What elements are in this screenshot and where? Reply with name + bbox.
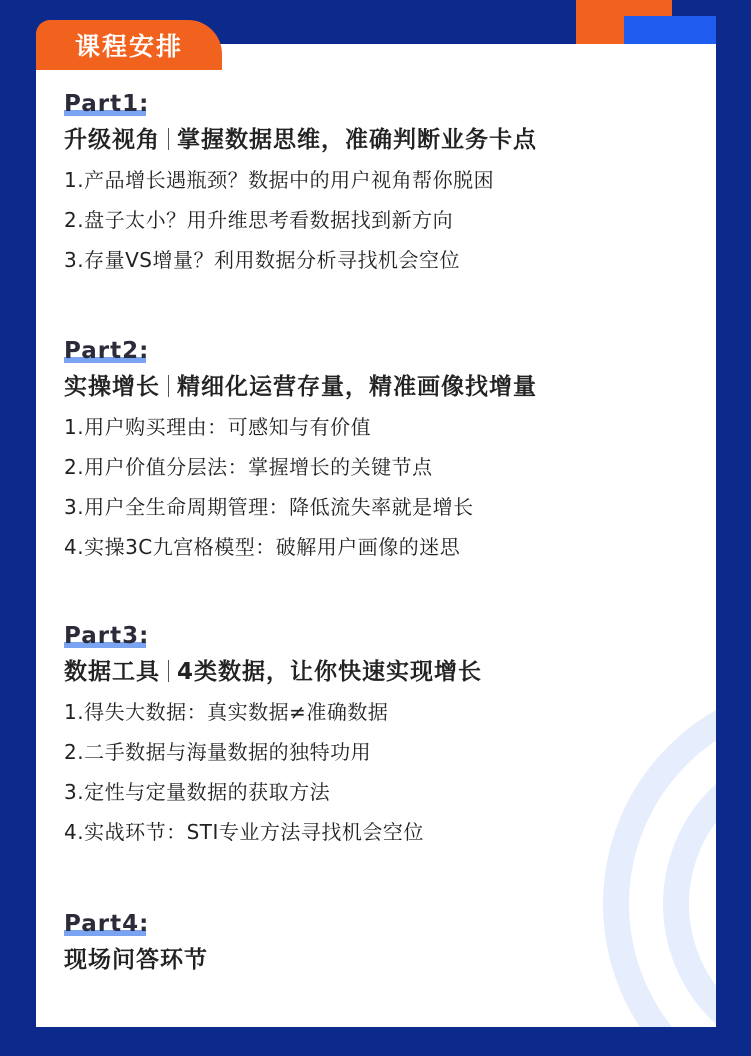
list-item: 2.盘子太小？用升维思考看数据找到新方向 [64, 208, 454, 232]
section-tab-schedule: 课程安排 [36, 20, 222, 70]
part4-section [64, 910, 208, 976]
part2-title [64, 371, 537, 403]
list-item: 4.实操3C九宫格模型：破解用户画像的迷思 [64, 535, 461, 559]
part3-items [64, 692, 482, 852]
part2-title-right: 精细化运营存量，精准画像找增量 [177, 374, 537, 400]
part1-label-text: Part1: [64, 91, 150, 117]
part4-title [64, 944, 208, 976]
part4-label [64, 910, 149, 938]
part1-label [64, 90, 149, 118]
list-item: 1.产品增长遇瓶颈？数据中的用户视角帮你脱困 [64, 168, 495, 192]
title-separator [168, 128, 169, 150]
title-separator [168, 375, 169, 397]
part1-title-left: 升级视角 [64, 127, 160, 153]
part3-label [64, 622, 149, 650]
list-item: 3.定性与定量数据的获取方法 [64, 780, 331, 804]
part3-title-left: 数据工具 [64, 659, 160, 685]
list-item: 3.存量VS增量？利用数据分析寻找机会空位 [64, 248, 460, 272]
list-item: 3.用户全生命周期管理：降低流失率就是增长 [64, 495, 474, 519]
part1-title-right: 掌握数据思维，准确判断业务卡点 [177, 127, 537, 153]
part2-items [64, 407, 537, 567]
part2-title-left: 实操增长 [64, 374, 160, 400]
list-item: 1.得失大数据：真实数据≠准确数据 [64, 700, 389, 724]
list-item: 2.用户价值分层法：掌握增长的关键节点 [64, 455, 433, 479]
part2-label [64, 337, 149, 365]
list-item: 4.实战环节：STI专业方法寻找机会空位 [64, 820, 424, 844]
corner-decoration-blue [624, 16, 716, 44]
part2-section [64, 337, 537, 567]
part2-label-text: Part2: [64, 338, 150, 364]
part4-label-text: Part4: [64, 911, 150, 937]
title-separator [168, 660, 169, 682]
part4-title-left: 现场问答环节 [64, 947, 208, 973]
list-item: 1.用户购买理由：可感知与有价值 [64, 415, 372, 439]
list-item: 2.二手数据与海量数据的独特功用 [64, 740, 372, 764]
part3-section [64, 622, 482, 852]
part1-items [64, 160, 537, 280]
part3-label-text: Part3: [64, 623, 150, 649]
part1-title [64, 124, 537, 156]
corner-decoration-orange-block [576, 0, 624, 44]
part3-title-right: 4类数据，让你快速实现增长 [177, 659, 483, 685]
part1-section [64, 90, 537, 280]
part3-title [64, 656, 482, 688]
